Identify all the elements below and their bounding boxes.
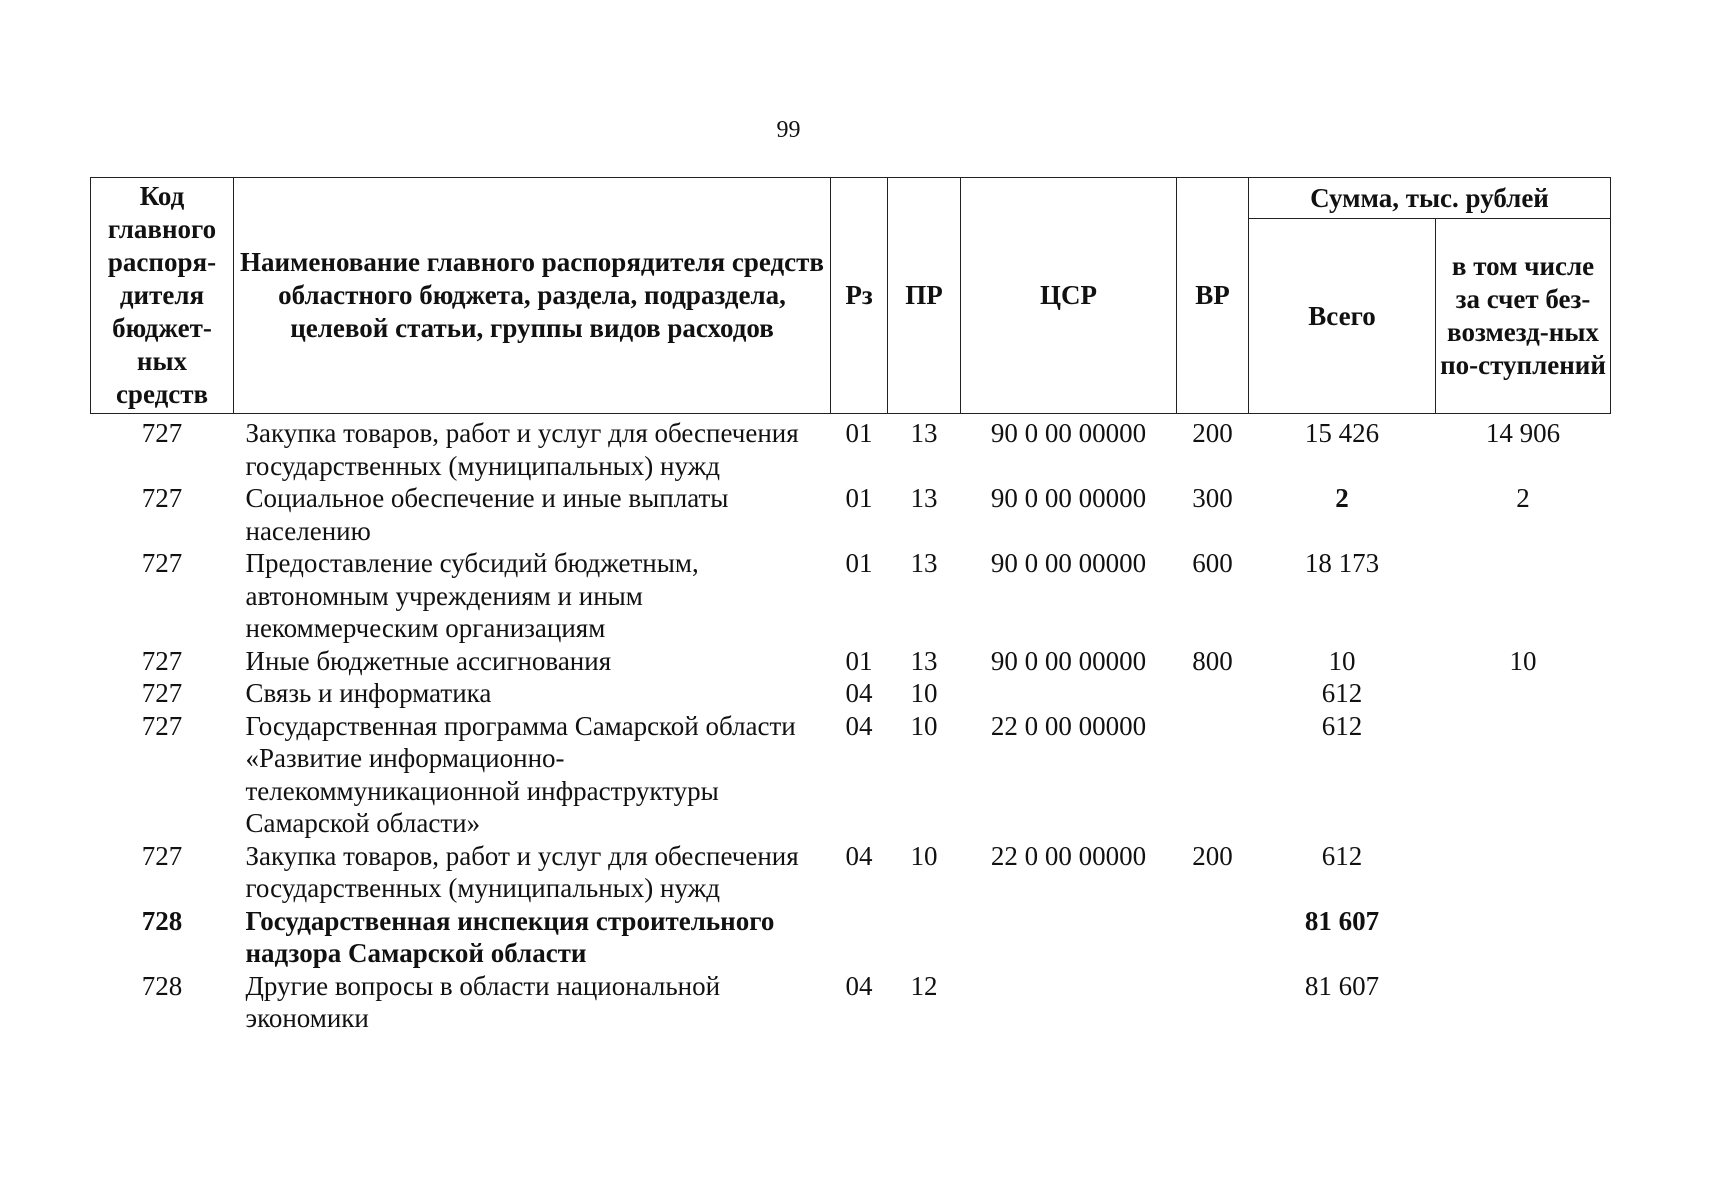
- row-vr: [1177, 970, 1249, 1035]
- row-rz: 01: [845, 483, 873, 513]
- row-grants: [1436, 710, 1611, 840]
- page-number: 99: [776, 117, 801, 143]
- row-csr: 22 0 00 00000: [990, 710, 1147, 741]
- row-grants: [1436, 970, 1611, 1035]
- header-rz: Рз: [831, 178, 888, 414]
- row-pr: 10: [910, 678, 938, 708]
- row-rz: [831, 905, 888, 970]
- row-code: 727: [141, 645, 183, 676]
- row-total: 81 607: [1304, 970, 1380, 1001]
- header-pr: ПР: [888, 178, 961, 414]
- row-grants: [1436, 547, 1611, 645]
- header-name: Наименование главного распорядителя средств областного бюджета, раздела, подраздела, целевой статьи, группы видов расходов: [234, 178, 831, 414]
- row-pr: 13: [910, 645, 938, 676]
- row-rz: 04: [845, 840, 873, 871]
- row-pr: 13: [910, 483, 938, 513]
- row-code: 727: [141, 418, 183, 448]
- row-csr: 22 0 00 00000: [990, 840, 1147, 871]
- row-csr: [961, 905, 1177, 970]
- row-rz: 04: [845, 970, 873, 1001]
- header-csr: ЦСР: [961, 178, 1177, 414]
- table-row: [91, 482, 1611, 547]
- row-code: 727: [141, 678, 183, 708]
- table-row: [91, 905, 1611, 970]
- header-total: Всего: [1249, 219, 1436, 414]
- row-vr: [1177, 905, 1249, 970]
- row-total: 81 607: [1304, 905, 1380, 936]
- row-total: 612: [1321, 710, 1363, 741]
- row-name: Государственная инспекция строительного надзора Самарской области: [245, 905, 775, 968]
- row-total: 18 173: [1304, 548, 1380, 578]
- row-total: 612: [1321, 678, 1363, 708]
- row-code: 728: [141, 905, 183, 936]
- table-row: [91, 710, 1611, 840]
- row-csr: 90 0 00 00000: [990, 548, 1147, 578]
- row-name: Другие вопросы в области национальной экономики: [245, 970, 721, 1033]
- row-total: 2: [1335, 483, 1349, 513]
- row-pr: 10: [910, 710, 938, 741]
- row-vr: [1177, 677, 1249, 710]
- row-total: 15 426: [1304, 418, 1380, 448]
- row-pr: 13: [910, 548, 938, 578]
- row-total: 10: [1328, 645, 1356, 676]
- row-grants: 10: [1509, 645, 1537, 676]
- table-row: [91, 414, 1611, 483]
- row-grants: [1436, 840, 1611, 905]
- row-pr: [888, 905, 961, 970]
- row-vr: 200: [1192, 840, 1233, 871]
- row-code: 727: [141, 710, 183, 741]
- row-vr: 600: [1192, 548, 1233, 578]
- row-csr: [961, 677, 1177, 710]
- header-vr: ВР: [1177, 178, 1249, 414]
- table-body: [91, 414, 1611, 1035]
- row-code: 727: [141, 483, 183, 513]
- header-grants: в том числе за счет без-возмезд-ных по-ступлений: [1436, 219, 1611, 414]
- row-grants: 2: [1516, 483, 1530, 513]
- row-rz: 01: [845, 645, 873, 676]
- row-name: Социальное обеспечение и иные выплаты населению: [245, 483, 729, 546]
- row-name: Связь и информатика: [245, 678, 492, 708]
- budget-table: [90, 177, 1611, 1035]
- row-total: 612: [1321, 840, 1363, 871]
- row-name: Предоставление субсидий бюджетным, автономным учреждениям и иным некоммерческим организациям: [245, 548, 699, 643]
- row-grants: [1436, 905, 1611, 970]
- header-code: Код главного распоря-дителя бюджет-ных средств: [91, 178, 234, 414]
- row-name: Государственная программа Самарской области «Развитие информационно-телекоммуникационной инфраструктуры Самарской области»: [245, 710, 796, 838]
- row-code: 728: [141, 970, 183, 1001]
- row-csr: 90 0 00 00000: [990, 483, 1147, 513]
- row-code: 727: [141, 840, 183, 871]
- row-rz: 04: [845, 710, 873, 741]
- row-name: Закупка товаров, работ и услуг для обеспечения государственных (муниципальных) нужд: [245, 840, 799, 903]
- header-sum: Сумма, тыс. рублей: [1249, 178, 1611, 219]
- row-name: Закупка товаров, работ и услуг для обеспечения государственных (муниципальных) нужд: [245, 418, 799, 481]
- row-csr: [961, 970, 1177, 1035]
- row-name: Иные бюджетные ассигнования: [245, 645, 612, 676]
- row-vr: [1177, 710, 1249, 840]
- row-pr: 10: [910, 840, 938, 871]
- row-vr: 200: [1192, 418, 1233, 448]
- row-rz: 01: [845, 548, 873, 578]
- row-pr: 12: [910, 970, 938, 1001]
- row-rz: 04: [845, 678, 873, 708]
- row-pr: 13: [910, 418, 938, 448]
- row-code: 727: [141, 548, 183, 578]
- row-csr: 90 0 00 00000: [990, 418, 1147, 448]
- row-rz: 01: [845, 418, 873, 448]
- table-row: [91, 970, 1611, 1035]
- row-vr: 300: [1192, 483, 1233, 513]
- row-csr: 90 0 00 00000: [990, 645, 1147, 676]
- row-grants: 14 906: [1485, 418, 1561, 448]
- row-grants: [1436, 677, 1611, 710]
- row-vr: 800: [1192, 645, 1233, 676]
- table-row: [91, 547, 1611, 645]
- table-row: [91, 645, 1611, 678]
- table-row: [91, 840, 1611, 905]
- table-row: [91, 677, 1611, 710]
